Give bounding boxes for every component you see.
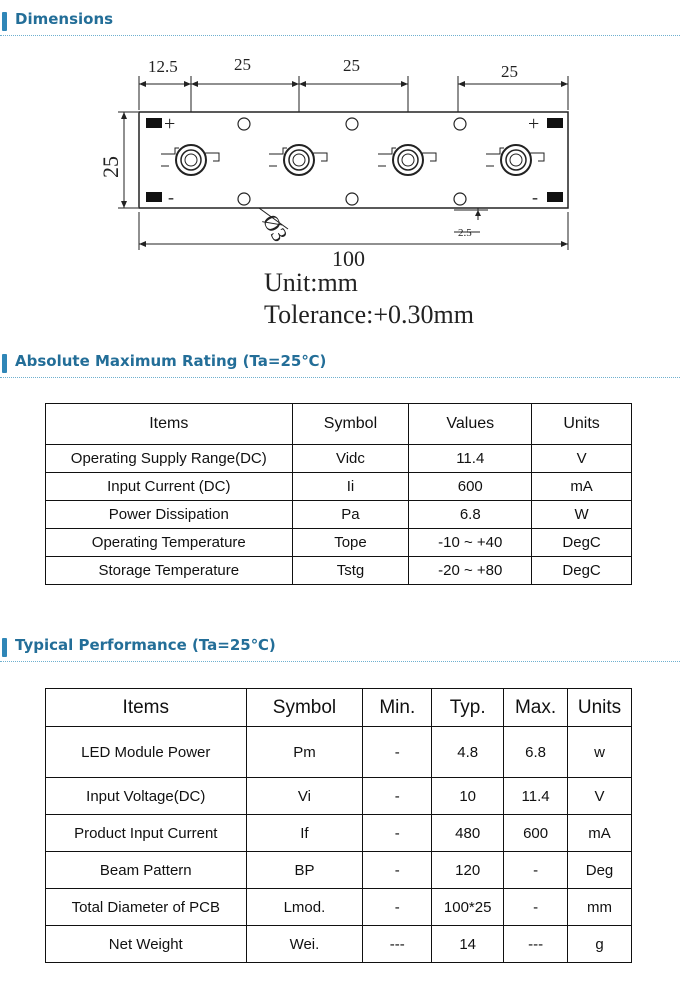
table-row (46, 778, 632, 815)
header-items: Items (46, 689, 247, 727)
cell-item: Power Dissipation (46, 501, 293, 529)
cell-max: 6.8 (504, 727, 568, 778)
dimension-diagram (88, 44, 588, 334)
cell-min: - (363, 727, 432, 778)
header-typ: Typ. (432, 689, 504, 727)
cell-symbol: Tstg (292, 557, 409, 585)
cell-symbol: Pa (292, 501, 409, 529)
table-row (46, 889, 632, 926)
header-units: Units (532, 404, 632, 445)
cell-min: --- (363, 926, 432, 963)
cell-unit: DegC (532, 557, 632, 585)
cell-max: 11.4 (504, 778, 568, 815)
cell-typ: 10 (432, 778, 504, 815)
header-symbol: Symbol (246, 689, 363, 727)
cell-unit: V (532, 445, 632, 473)
table-header-row (46, 404, 632, 445)
pad-top-left (146, 118, 162, 128)
dimensions-title: Dimensions (15, 10, 114, 28)
cell-item: Total Diameter of PCB (46, 889, 247, 926)
unit-note: Unit:mm (264, 268, 358, 297)
table-row (46, 473, 632, 501)
cell-min: - (363, 889, 432, 926)
dotted-divider (0, 377, 680, 378)
mount-hole (346, 193, 358, 205)
typical-performance-table (45, 688, 632, 963)
table-row (46, 501, 632, 529)
cell-value: 11.4 (409, 445, 532, 473)
plus-sign-left: + (164, 113, 176, 135)
header-symbol: Symbol (292, 404, 409, 445)
table-row (46, 727, 632, 778)
typical-performance-header (0, 634, 680, 662)
cell-value: -10 ~ +40 (409, 529, 532, 557)
cell-typ: 100*25 (432, 889, 504, 926)
section-marker (2, 354, 7, 373)
cell-item: Operating Supply Range(DC) (46, 445, 293, 473)
cell-item: Product Input Current (46, 815, 247, 852)
cell-symbol: Vidc (292, 445, 409, 473)
absolute-max-title: Absolute Maximum Rating (Ta=25℃) (15, 352, 327, 370)
cell-unit: Deg (568, 852, 632, 889)
minus-sign-left: - (168, 187, 174, 207)
table-row (46, 815, 632, 852)
dimensions-header (0, 8, 680, 36)
tolerance-note: Tolerance:+0.30mm (264, 300, 474, 329)
plus-sign-right: + (528, 113, 540, 135)
cell-item: LED Module Power (46, 727, 247, 778)
cell-min: - (363, 815, 432, 852)
cell-value: 600 (409, 473, 532, 501)
table-row (46, 926, 632, 963)
section-marker (2, 12, 7, 31)
dotted-divider (0, 35, 680, 36)
cell-symbol: Lmod. (246, 889, 363, 926)
table-row (46, 445, 632, 473)
cell-unit: V (568, 778, 632, 815)
dim-label-12-5: 12.5 (148, 57, 178, 76)
dotted-divider (0, 661, 680, 662)
dim-label-25-c: 25 (501, 62, 518, 81)
mount-hole (454, 118, 466, 130)
cell-item: Net Weight (46, 926, 247, 963)
cell-item: Operating Temperature (46, 529, 293, 557)
dim-label-height: 25 (98, 156, 123, 178)
cell-item: Input Voltage(DC) (46, 778, 247, 815)
header-units: Units (568, 689, 632, 727)
cell-min: - (363, 852, 432, 889)
cell-symbol: Pm (246, 727, 363, 778)
table-row (46, 852, 632, 889)
absolute-max-table (45, 403, 632, 585)
dim-label-100: 100 (332, 246, 365, 271)
cell-symbol: Ii (292, 473, 409, 501)
cell-typ: 14 (432, 926, 504, 963)
hole-diameter-label: Ø3 (257, 210, 293, 246)
cell-symbol: BP (246, 852, 363, 889)
dim-label-25-a: 25 (234, 55, 251, 74)
header-max: Max. (504, 689, 568, 727)
pad-bottom-left (146, 192, 162, 202)
cell-symbol: If (246, 815, 363, 852)
header-items: Items (46, 404, 293, 445)
dim-label-25-b: 25 (343, 56, 360, 75)
typical-performance-title: Typical Performance (Ta=25℃) (15, 636, 276, 654)
header-min: Min. (363, 689, 432, 727)
pad-bottom-right (547, 192, 563, 202)
cell-item: Storage Temperature (46, 557, 293, 585)
minus-sign-right: - (532, 187, 538, 207)
cell-symbol: Vi (246, 778, 363, 815)
cell-item: Beam Pattern (46, 852, 247, 889)
cell-unit: mm (568, 889, 632, 926)
mount-hole (454, 193, 466, 205)
cell-unit: mA (532, 473, 632, 501)
cell-typ: 4.8 (432, 727, 504, 778)
cell-symbol: Tope (292, 529, 409, 557)
section-marker (2, 638, 7, 657)
cell-symbol: Wei. (246, 926, 363, 963)
cell-max: 600 (504, 815, 568, 852)
cell-unit: g (568, 926, 632, 963)
cell-unit: DegC (532, 529, 632, 557)
cell-unit: w (568, 727, 632, 778)
cell-typ: 120 (432, 852, 504, 889)
cell-max: --- (504, 926, 568, 963)
cell-unit: mA (568, 815, 632, 852)
mount-hole (238, 118, 250, 130)
cell-max: - (504, 852, 568, 889)
absolute-max-header (0, 350, 680, 378)
cell-value: 6.8 (409, 501, 532, 529)
table-row (46, 529, 632, 557)
pad-top-right (547, 118, 563, 128)
mount-hole (238, 193, 250, 205)
cell-max: - (504, 889, 568, 926)
table-header-row (46, 689, 632, 727)
mount-hole (346, 118, 358, 130)
cell-value: -20 ~ +80 (409, 557, 532, 585)
cell-item: Input Current (DC) (46, 473, 293, 501)
header-values: Values (409, 404, 532, 445)
cell-unit: W (532, 501, 632, 529)
table-row (46, 557, 632, 585)
cell-min: - (363, 778, 432, 815)
cell-typ: 480 (432, 815, 504, 852)
dim-label-2-5: 2.5 (458, 227, 472, 239)
